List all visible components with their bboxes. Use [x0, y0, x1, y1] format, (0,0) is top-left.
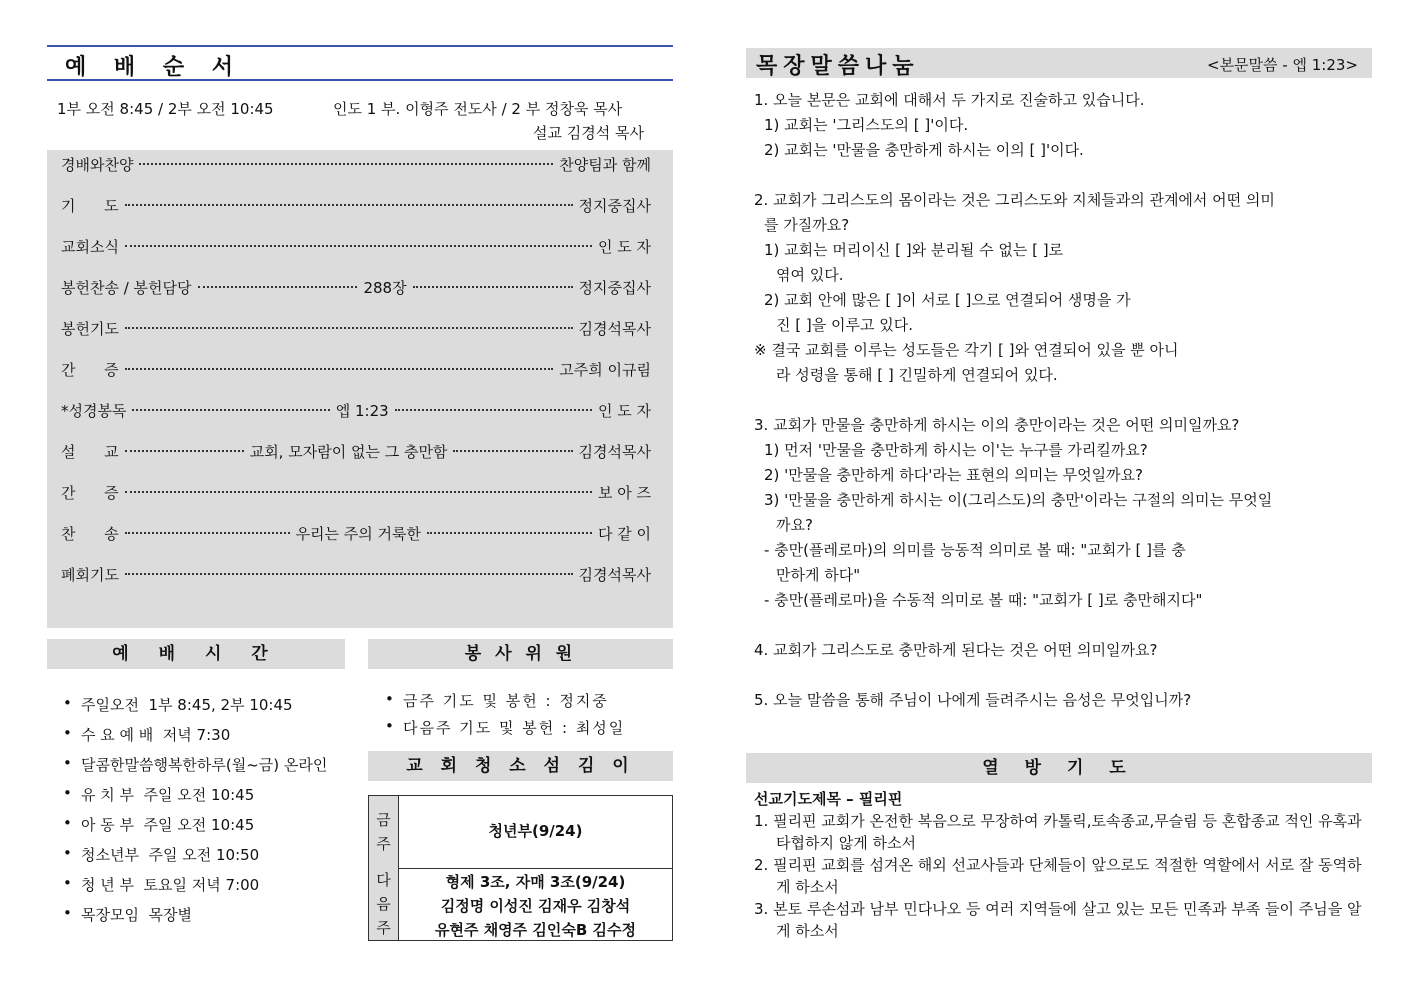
question-line: 4. 교회가 그리스도로 충만하게 된다는 것은 어떤 의미일까요? — [754, 641, 1158, 659]
scripture-reference: <본문말씀 - 엡 1:23> — [1207, 56, 1358, 74]
mission-prayer — [754, 788, 1364, 942]
order-item-label: 찬 송 — [61, 524, 119, 543]
question-line: 2) '만물을 충만하게 하다'라는 표현의 의미는 무엇일까요? — [764, 466, 1143, 484]
worship-time-item: • 유 치 부 주일 오전 10:45 — [63, 784, 327, 814]
worship-time-item: • 청 년 부 토요일 저녁 7:00 — [63, 874, 327, 904]
sharing-questions — [754, 88, 1364, 713]
spacer — [754, 388, 1364, 413]
worship-time-item: • 달콤한말씀행복한하루(월~금) 온라인 — [63, 754, 327, 784]
spacer — [754, 663, 1364, 688]
question-line: 엮여 있다. — [776, 266, 844, 284]
question-line: 5. 오늘 말씀을 통해 주님이 나에게 들려주시는 음성은 무엇입니까? — [754, 691, 1192, 709]
order-item-detail: 우리는 주의 거룩한 — [295, 524, 422, 543]
order-item-label: 교회소식 — [61, 237, 119, 256]
this-week-team: 청년부(9/24) — [488, 822, 583, 840]
spacer — [754, 163, 1364, 188]
service-leader: 인도 1 부. 이형주 전도사 / 2 부 정창욱 목사 — [333, 100, 623, 118]
spacer — [754, 613, 1364, 638]
prayer-item: 3. 본토 루손섬과 남부 민다나오 등 여러 지역들에 살고 있는 모든 민족과 부족 들이 주님을 알게 하소서 — [754, 900, 1362, 940]
order-row — [61, 480, 651, 504]
sharing-header — [746, 48, 1372, 78]
question-line: 를 가질까요? — [764, 216, 850, 234]
order-item-person: 정지중집사 — [578, 278, 651, 297]
worship-order-title: 예 배 순 서 — [65, 55, 243, 80]
order-item-label: *성경봉독 — [61, 401, 127, 420]
question-line: 2) 교회 안에 많은 [ ]이 서로 [ ]으로 연결되어 생명을 가 — [764, 291, 1131, 309]
order-item-person: 보 아 즈 — [597, 483, 651, 502]
order-row — [61, 316, 651, 340]
question-line: ※ 결국 교회를 이루는 성도들은 각기 [ ]와 연결되어 있을 뿐 아니 — [754, 341, 1179, 359]
order-item-label: 봉헌기도 — [61, 319, 119, 338]
question-line: 1) 교회는 '그리스도의 [ ]'이다. — [764, 116, 969, 134]
order-row — [61, 439, 651, 463]
worship-time-item: • 아 동 부 주일 오전 10:45 — [63, 814, 327, 844]
question-line: 3. 교회가 만물을 충만하게 하시는 이의 충만이라는 것은 어떤 의미일까요? — [754, 416, 1240, 434]
service-committee-item: • 금주 기도 및 봉헌 : 정지중 — [385, 690, 625, 717]
worship-times-list — [63, 694, 327, 934]
order-item-person: 인 도 자 — [597, 237, 651, 256]
order-row — [61, 562, 651, 586]
worship-order-header — [47, 45, 673, 81]
order-item-detail: 엡 1:23 — [335, 401, 389, 420]
order-row — [61, 275, 651, 299]
next-week-team-3: 유현주 채영주 김인숙B 김수정 — [435, 921, 636, 939]
worship-time-item: • 주일오전 1부 8:45, 2부 10:45 — [63, 694, 327, 724]
worship-time-item: • 수 요 예 배 저녁 7:30 — [63, 724, 327, 754]
order-item-person: 정지중집사 — [578, 196, 651, 215]
question-line: 3) '만물을 충만하게 하시는 이(그리스도)의 충만'이라는 구절의 의미는 무엇일 — [764, 491, 1273, 509]
order-item-label: 간 증 — [61, 360, 119, 379]
order-item-detail: 288장 — [363, 278, 407, 297]
order-item-person: 김경석목사 — [578, 319, 651, 338]
question-line: - 충만(플레로마)의 의미를 능동적 의미로 볼 때: "교회가 [ ]를 충 — [764, 541, 1186, 559]
order-item-person: 김경석목사 — [578, 565, 651, 584]
question-line: 1) 교회는 머리이신 [ ]와 분리될 수 없는 [ ]로 — [764, 241, 1064, 259]
question-line: 1) 먼저 '만물을 충만하게 하시는 이'는 누구를 가리킬까요? — [764, 441, 1148, 459]
worship-time-item: • 청소년부 주일 오전 10:50 — [63, 844, 327, 874]
next-week-team-2: 김정명 이성진 김재우 김창석 — [440, 897, 631, 915]
order-item-label: 간 증 — [61, 483, 119, 502]
order-item-person: 다 같 이 — [598, 524, 652, 543]
cleaning-table — [368, 795, 673, 941]
order-row — [61, 357, 651, 381]
service-preacher: 설교 김경석 목사 — [533, 124, 644, 142]
order-item-label: 경배와찬양 — [61, 155, 134, 174]
question-line: 2. 교회가 그리스도의 몸이라는 것은 그리스도와 지체들과의 관계에서 어떤 의미 — [754, 191, 1275, 209]
order-item-label: 봉헌찬송 / 봉헌담당 — [61, 278, 192, 297]
order-item-person: 찬양팀과 함께 — [559, 155, 651, 174]
order-item-person: 김경석목사 — [578, 442, 651, 461]
order-item-detail: 교회, 모자람이 없는 그 충만함 — [249, 442, 448, 461]
next-week-team-1: 형제 3조, 자매 3조(9/24) — [445, 873, 626, 891]
order-item-label: 폐회기도 — [61, 565, 119, 584]
worship-times-header: 예 배 시 간 — [47, 639, 345, 669]
order-item-label: 설 교 — [61, 442, 119, 461]
prayer-header: 열 방 기 도 — [746, 753, 1372, 783]
sharing-title: 목장말씀나눔 — [756, 54, 920, 79]
question-line: 진 [ ]을 이루고 있다. — [776, 316, 913, 334]
prayer-item: 1. 필리핀 교회가 온전한 복음으로 무장하여 카톨릭,토속종교,무슬림 등 혼합종교 적인 유혹과 타협하지 않게 하소서 — [754, 812, 1362, 852]
cleaning-header: 교 회 청 소 섬 김 이 — [368, 751, 673, 781]
this-week-label: 금 주 — [369, 796, 399, 868]
service-committee-list — [385, 690, 625, 744]
question-line: 만하게 하다" — [776, 566, 861, 584]
service-committee-header: 봉 사 위 원 — [368, 639, 673, 669]
question-line: 까요? — [776, 516, 813, 534]
service-time: 1부 오전 8:45 / 2부 오전 10:45 — [57, 100, 274, 118]
prayer-item: 2. 필리핀 교회를 섬겨온 해외 선교사들과 단체들이 앞으로도 적절한 역할에서 서로 잘 동역하게 하소서 — [754, 856, 1362, 896]
next-week-label: 다 음 주 — [369, 868, 399, 940]
order-row — [61, 234, 651, 258]
question-line: 라 성령을 통해 [ ] 긴밀하게 연결되어 있다. — [776, 366, 1058, 384]
order-item-person: 인 도 자 — [597, 401, 651, 420]
service-committee-item: • 다음주 기도 및 봉헌 : 최성일 — [385, 717, 625, 744]
question-line: - 충만(플레로마)을 수동적 의미로 볼 때: "교회가 [ ]로 충만해지다" — [764, 591, 1203, 609]
order-item-person: 고주희 이규림 — [559, 360, 651, 379]
worship-time-item: • 목장모임 목장별 — [63, 904, 327, 934]
worship-order-list — [47, 150, 673, 628]
order-row — [61, 398, 651, 422]
order-row — [61, 193, 651, 217]
question-line: 2) 교회는 '만물을 충만하게 하시는 이의 [ ]'이다. — [764, 141, 1084, 159]
order-row — [61, 152, 651, 176]
mission-prayer-subtitle: 선교기도제목 – 필리핀 — [754, 790, 903, 808]
question-line: 1. 오늘 본문은 교회에 대해서 두 가지로 진술하고 있습니다. — [754, 91, 1145, 109]
order-item-label: 기 도 — [61, 196, 119, 215]
order-row — [61, 521, 651, 545]
